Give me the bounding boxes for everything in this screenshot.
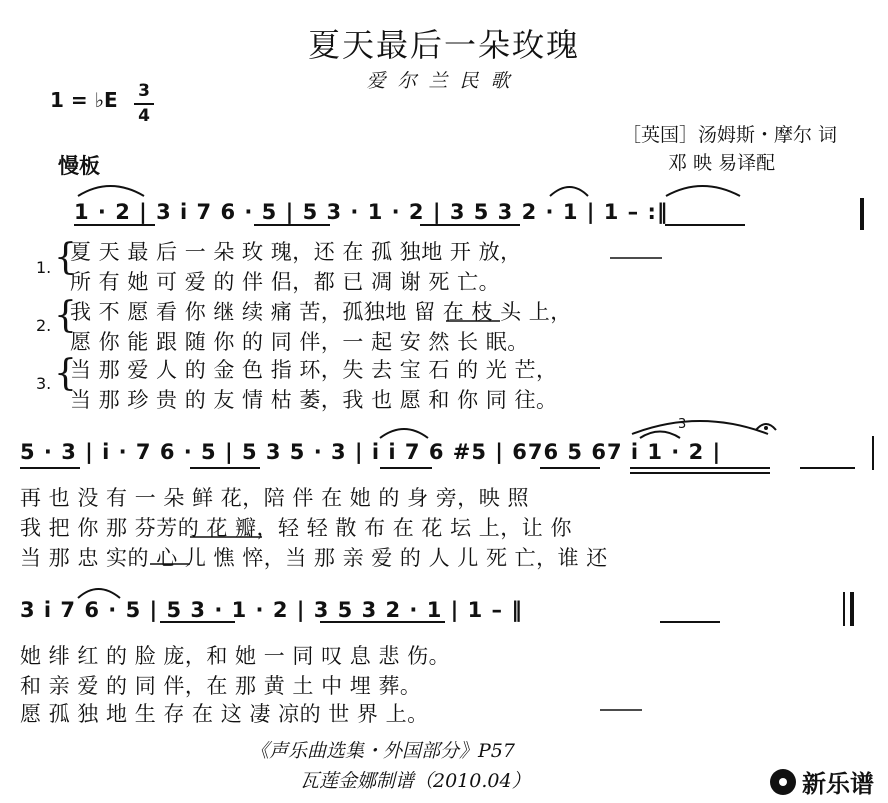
slur bbox=[78, 589, 120, 598]
lyric-v3b: 当 那 珍 贵 的 友 情 枯 萎，我 也 愿 和 你 同 往。 bbox=[70, 388, 558, 412]
lyric-v1a: 夏 天 最 后 一 朵 玫 瑰，还 在 孤 独地 开 放， bbox=[70, 240, 522, 264]
song-title: 夏天最后一朵玫瑰 bbox=[307, 26, 580, 64]
slur bbox=[380, 429, 428, 438]
tempo-marking: 慢板 bbox=[58, 153, 100, 178]
slur bbox=[78, 186, 144, 196]
lyric-v1b: 所 有 她 可 爱 的 伴 侣，都 已 凋 谢 死 亡。 bbox=[70, 270, 501, 294]
transcriber-credit: 瓦莲金娜制谱（2010.04） bbox=[300, 770, 531, 792]
lyric-s3-2: 和 亲 爱 的 同 伴，在 那 黄 土 中 埋 葬。 bbox=[20, 674, 422, 698]
meter-bottom: 4 bbox=[138, 106, 150, 126]
lyric-s2-3: 当 那 忠 实的 心 儿 憔 悴，当 那 亲 爱 的 人 儿 死 亡，谁 还 bbox=[20, 546, 608, 570]
lyric-s3-3: 愿 孤 独 地 生 存 在 这 凄 凉的 世 界 上。 bbox=[20, 702, 429, 726]
record-disc-icon bbox=[770, 769, 796, 795]
slur bbox=[640, 432, 680, 439]
slur bbox=[550, 187, 588, 196]
site-logo bbox=[770, 764, 874, 799]
verse-label-2: 2. bbox=[36, 316, 52, 335]
verse-label-1: 1. bbox=[36, 258, 52, 277]
lyric-v2b: 愿 你 能 跟 随 你 的 同 伴，一 起 安 然 长 眠。 bbox=[70, 330, 529, 354]
meter-top: 3 bbox=[138, 81, 150, 101]
key-signature: 1 = ♭E bbox=[50, 88, 118, 112]
verse-brace: { bbox=[54, 353, 77, 394]
logo-text: 新乐谱 bbox=[802, 770, 874, 798]
notation-line-3: 3 i 7 6 · 5 | 5 3 · 1 · 2 | 3 5 3 2 · 1 | 1 – ‖ bbox=[20, 598, 523, 622]
notation-line-2: 5 · 3 | i · 7 6 · 5 | 5 3 5 · 3 | i i 7 6 #5 | 676 5 67 i 1 · 2 | bbox=[20, 440, 722, 464]
fermata-icon bbox=[756, 424, 776, 430]
song-subtitle: 爱尔兰民歌 bbox=[366, 70, 522, 92]
verse-label-3: 3. bbox=[36, 374, 52, 393]
source-citation: 《声乐曲选集・外国部分》P57 bbox=[250, 740, 515, 762]
lyric-s2-2: 我 把 你 那 芬芳的 花 瓣，轻 轻 散 布 在 花 坛 上，让 你 bbox=[20, 516, 572, 540]
verse-brace: { bbox=[54, 237, 77, 278]
slur bbox=[666, 186, 740, 196]
lyric-v2a: 我 不 愿 看 你 继 续 痛 苦，孤独地 留 在 枝 头 上， bbox=[70, 300, 572, 324]
lyricist-credit: ［英国］汤姆斯・摩尔 词 bbox=[622, 124, 838, 146]
translator-credit: 邓 映 易译配 bbox=[668, 152, 776, 174]
triplet-mark: 3 bbox=[678, 417, 687, 432]
lyric-s2-1: 再 也 没 有 一 朵 鲜 花，陪 伴 在 她 的 身 旁，映 照 bbox=[20, 486, 529, 510]
verse-brace: { bbox=[54, 295, 77, 336]
lyric-s3-1: 她 绯 红 的 脸 庞，和 她 一 同 叹 息 悲 伤。 bbox=[20, 644, 451, 668]
lyric-v3a: 当 那 爱 人 的 金 色 指 环，失 去 宝 石 的 光 芒， bbox=[70, 358, 558, 382]
notation-line-1: 1 · 2 | 3 i 7 6 · 5 | 5 3 · 1 · 2 | 3 5 3 2 · 1 | 1 – :‖ bbox=[74, 200, 669, 224]
